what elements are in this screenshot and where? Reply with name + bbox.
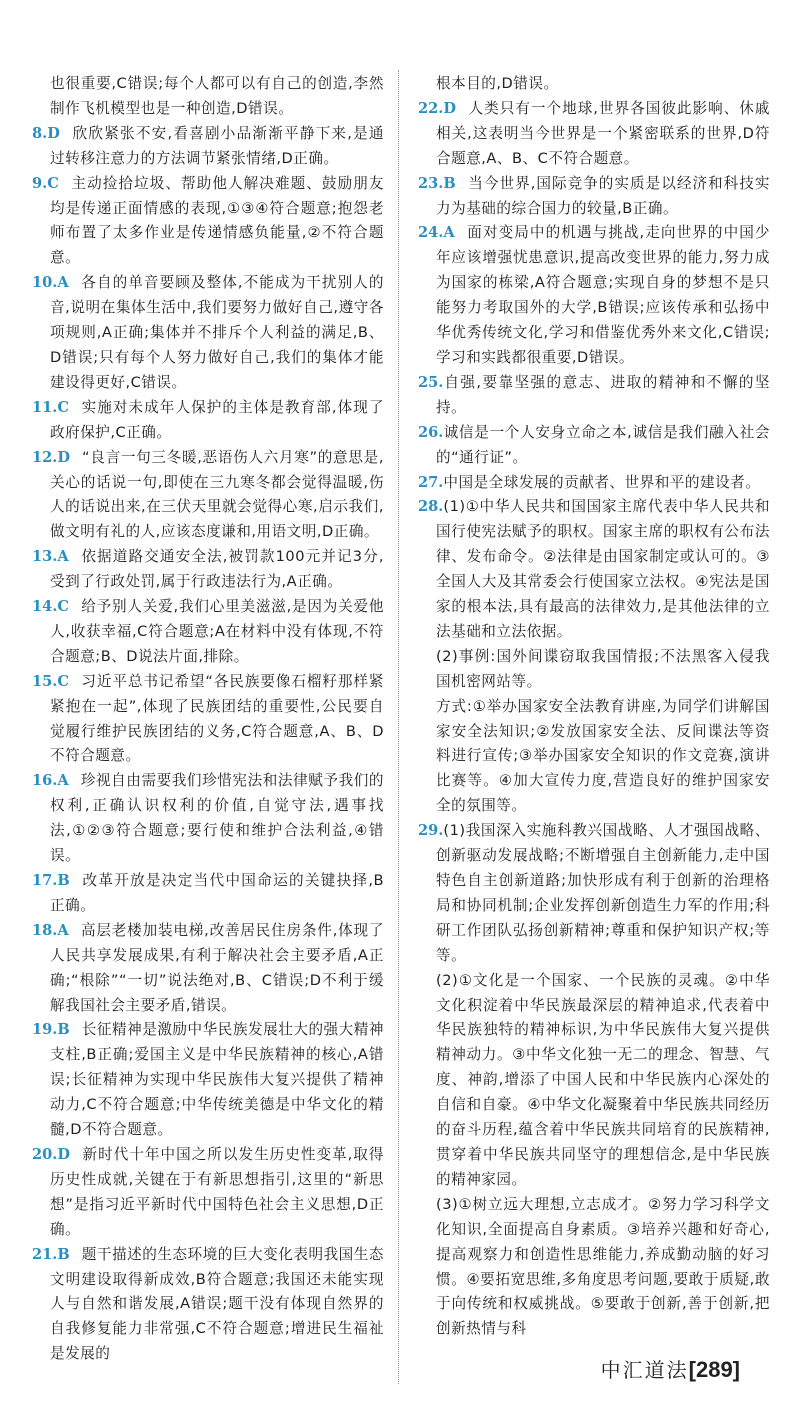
explanation-text: 根本目的,D错误。 (436, 75, 559, 92)
explanation-text: “良言一句三冬暖,恶语伤人六月寒”的意思是,关心的话说一句,即使在三九寒冬都会觉得温暖,伤人的话说出来,在三伏天里就会觉得心寒,启示我们,做文明有礼的人,应该态度谦和,用语文明,D正确。 (50, 448, 384, 541)
explanation-text: (2)事例:国外间谍窃取我国情报;不法黑客入侵我国机密网站等。 (436, 647, 770, 690)
question-number: 17. (32, 872, 58, 889)
answer-letter: C (47, 174, 59, 192)
answer-item (32, 1243, 384, 1368)
explanation-text: (3)①树立远大理想,立志成才。②努力学习科学文化知识,全面提高自身素质。③培养兴趣和好奇心,提高观察力和创造性思维能力,养成勤动脑的好习惯。④要拓宽思维,多角度思考问题,要敢于质疑,敢于向传统和权威挑战。⑤要敢于创新,善于创新,把创新热情与科 (436, 1195, 770, 1338)
answer-letter: C (57, 672, 70, 690)
question-number: 27. (418, 473, 444, 491)
answer-item (32, 446, 384, 546)
answer-letter: D (57, 1145, 71, 1163)
explanation-text: 给予别人关爱,我们心里美滋滋,是因为关爱他人,收获幸福,C符合题意;A在材料中没有体现,不符合题意;B、D说法片面,排除。 (50, 598, 384, 665)
explanation-text: 也很重要,C错误;每个人都可以有自己的创造,李然制作飞机模型也是一种创造,D错误。 (50, 75, 384, 117)
answer-item (32, 1143, 384, 1243)
question-number: 16. (32, 772, 58, 790)
question-number: 14. (32, 598, 58, 616)
question-number: 18. (32, 921, 58, 939)
answer-item (32, 595, 384, 670)
answer-paragraph (32, 919, 384, 1019)
explanation-text: 新时代十年中国之所以发生历史性变革,取得历史性成就,关键在于有新思想指引,这里的“新思想”是指习近平新时代中国特色社会主义思想,D正确。 (50, 1145, 384, 1238)
explanation-text: 长征精神是激励中华民族发展壮大的强大精神支柱,B正确;爱国主义是中华民族精神的核心,A错误;长征精神为实现中华民族伟大复兴提供了精神动力,C不符合题意;中华传统美德是中华文化的精髓,D不符合题意。 (50, 1021, 384, 1139)
answer-item (32, 172, 384, 272)
answer-paragraph (418, 421, 770, 471)
answer-paragraph (436, 645, 770, 695)
answer-letter: B (57, 1021, 70, 1039)
question-number: 8. (32, 124, 48, 142)
question-number: 22. (418, 99, 444, 117)
answer-item (32, 919, 384, 1019)
answer-letter: D (443, 99, 457, 117)
answer-paragraph (32, 869, 384, 919)
explanation-text: 习近平总书记希望“各民族要像石榴籽那样紧紧抱在一起”,体现了民族团结的重要性,公民要自觉履行维护民族团结的义务,C符合题意,A、B、D不符合题意。 (50, 672, 384, 765)
explanation-text: 中国是全球发展的贡献者、世界和平的建设者。 (443, 473, 761, 491)
question-number: 29. (418, 822, 444, 840)
answer-item (418, 371, 770, 421)
answer-letter: A (57, 921, 69, 939)
answer-paragraph (32, 670, 384, 770)
answer-paragraph (418, 495, 770, 644)
answer-item (32, 72, 384, 122)
answer-paragraph (32, 545, 384, 595)
answer-item (32, 769, 384, 869)
page-footer (418, 1356, 770, 1384)
answer-item (418, 72, 770, 97)
answer-paragraph (418, 221, 770, 370)
answer-item (32, 271, 384, 396)
explanation-text: 人类只有一个地球,世界各国彼此影响、休戚相关,这表明当今世界是一个紧密联系的世界,D符合题意,A、B、C不符合题意。 (436, 99, 770, 167)
answer-item (32, 670, 384, 770)
right-answer-column (418, 72, 770, 1384)
answer-item (32, 396, 384, 446)
explanation-text: 方式:①举办国家安全法教育讲座,为同学们讲解国家安全法知识;②发放国家安全法、反间谍法等资料进行宣传;③举办国家安全知识的作文竞赛,演讲比赛等。④加大宣传力度,营造良好的维护国家安全的氛围等。 (436, 697, 770, 815)
question-number: 11. (32, 398, 58, 416)
answer-paragraph (418, 371, 770, 421)
answer-paragraph (32, 595, 384, 670)
explanation-text: 实施对未成年人保护的主体是教育部,体现了政府保护,C正确。 (50, 398, 384, 441)
explanation-text: 欣欣紧张不安,看喜剧小品渐渐平静下来,是通过转移注意力的方法调节紧张情绪,D正确。 (50, 124, 384, 167)
answer-paragraph (436, 1193, 770, 1342)
explanation-text: 珍视自由需要我们珍惜宪法和法律赋予我们的权利,正确认识权利的价值,自觉守法,遇事找法,①②③符合题意;要行使和维护合法利益,④错误。 (50, 772, 384, 865)
answer-paragraph (32, 1018, 384, 1143)
answer-letter: B (57, 872, 70, 889)
answer-paragraph (32, 1143, 384, 1243)
answer-paragraph (418, 819, 770, 968)
answer-paragraph (436, 72, 770, 97)
answer-paragraph (436, 969, 770, 1193)
answer-item (418, 221, 770, 370)
left-answer-column (32, 72, 384, 1367)
answer-paragraph (32, 769, 384, 869)
answer-paragraph (32, 396, 384, 446)
answer-letter: C (57, 398, 70, 416)
explanation-text: 主动捡拾垃圾、帮助他人解决难题、鼓励朋友均是传递正面情感的表现,①③④符合题意;抱怨老师布置了太多作业是传递情感负能量,②不符合题意。 (50, 174, 384, 267)
explanation-text: (1)我国深入实施科教兴国战略、人才强国战略、创新驱动发展战略;不断增强自主创新能力,走中国特色自主创新道路;加快形成有利于创新的治理格局和协同机制;企业发挥创新创造生力军的作用;科研工作团队弘扬创新精神;尊重和保护知识产权;等等。 (436, 822, 770, 964)
explanation-text: 诚信是一个人安身立命之本,诚信是我们融入社会的“通行证”。 (436, 423, 770, 466)
answer-letter: B (443, 174, 456, 192)
answer-item (418, 172, 770, 222)
answer-letter: A (57, 548, 69, 566)
answer-item (32, 869, 384, 919)
explanation-text: 当今世界,国际竞争的实质是以经济和科技实力为基础的综合国力的较量,B正确。 (436, 174, 770, 217)
answer-item (418, 421, 770, 471)
answer-paragraph (32, 172, 384, 272)
answer-letter: B (57, 1245, 70, 1263)
answer-paragraph (32, 122, 384, 172)
answer-paragraph (436, 695, 770, 820)
answer-paragraph (418, 172, 770, 222)
answer-item (418, 97, 770, 172)
answer-item (32, 545, 384, 595)
answer-letter: A (57, 772, 69, 790)
answer-item (418, 471, 770, 496)
question-number: 12. (32, 448, 58, 466)
answer-paragraph (32, 446, 384, 546)
answer-paragraph (50, 72, 384, 122)
question-number: 24. (418, 224, 444, 242)
explanation-text: 面对变局中的机遇与挑战,走向世界的中国少年应该增强忧患意识,提高改变世界的能力,努力成为国家的栋梁,A符合题意;实现自身的梦想不是只能努力考取国外的大学,B错误;应该传承和弘扬中华优秀传统文化,学习和借鉴优秀外来文化,C错误;学习和实践都很重要,D错误。 (436, 224, 770, 366)
explanation-text: 自强,要靠坚强的意志、进取的精神和不懈的坚持。 (436, 373, 770, 416)
answer-letter: D (57, 448, 71, 466)
question-number: 26. (418, 423, 444, 441)
answer-item (32, 1018, 384, 1143)
question-number: 20. (32, 1145, 58, 1163)
question-number: 25. (418, 373, 444, 391)
question-number: 19. (32, 1021, 58, 1039)
explanation-text: 高层老楼加装电梯,改善居民住房条件,体现了人民共享发展成果,有利于解决社会主要矛盾,A正确;“根除”“一切”说法绝对,B、C错误;D不利于缓解我国社会主要矛盾,错误。 (50, 921, 384, 1014)
answer-letter: D (47, 124, 60, 142)
book-title: 中汇道法 (600, 1358, 689, 1383)
answer-paragraph (418, 471, 770, 496)
explanation-text: 各自的单音要顾及整体,不能成为干扰别人的音,说明在集体生活中,我们要努力做好自己,遵守各项规则,A正确;集体并不排斥个人利益的满足,B、D错误;只有每个人努力做好自己,我们的集体才能建设得更好,C错误。 (50, 274, 384, 391)
answer-letter: A (443, 224, 455, 242)
question-number: 15. (32, 672, 58, 690)
explanation-text: (1)①中华人民共和国国家主席代表中华人民共和国行使宪法赋予的职权。国家主席的职权有公布法律、发布命令。②法律是由国家制定或认可的。③全国人大及其常委会行使国家立法权。④宪法是国家的根本法,具有最高的法律效力,是其他法律的立法基础和立法依据。 (436, 498, 770, 640)
right-answer-list (418, 72, 770, 1342)
question-number: 23. (418, 174, 444, 192)
answer-item (418, 495, 770, 819)
question-number: 21. (32, 1245, 58, 1263)
answer-item (418, 819, 770, 1342)
question-number: 28. (418, 498, 444, 516)
answer-letter: A (57, 274, 69, 292)
question-number: 9. (32, 174, 48, 192)
answer-item (32, 122, 384, 172)
answer-paragraph (32, 271, 384, 396)
question-number: 10. (32, 274, 58, 292)
answer-letter: C (57, 598, 70, 616)
answer-paragraph (418, 97, 770, 172)
explanation-text: 依据道路交通安全法,被罚款100元并记3分,受到了行政处罚,属于行政违法行为,A正确。 (50, 548, 384, 591)
page-number: [289] (688, 1357, 740, 1383)
explanation-text: 题干描述的生态环境的巨大变化表明我国生态文明建设取得新成效,B符合题意;我国还未能实现人与自然和谐发展,A错误;题干没有体现自然界的自我修复能力非常强,C不符合题意;增进民生福祉是发展的 (50, 1245, 384, 1363)
explanation-text: (2)①文化是一个国家、一个民族的灵魂。②中华文化积淀着中华民族最深层的精神追求,代表着中华民族独特的精神标识,为中华民族伟大复兴提供精神动力。③中华文化独一无二的理念、智慧、气度、神韵,增添了中国人民和中华民族内心深处的自信和自豪。④中华文化凝聚着中华民族共同经历的奋斗历程,蕴含着中华民族共同培育的民族精神,贯穿着中华民族共同坚守的理想信念,是中华民族的精神家园。 (436, 971, 770, 1188)
column-divider (398, 70, 399, 1384)
explanation-text: 改革开放是决定当代中国命运的关键抉择,B正确。 (50, 872, 384, 914)
question-number: 13. (32, 548, 58, 566)
answer-paragraph (32, 1243, 384, 1368)
